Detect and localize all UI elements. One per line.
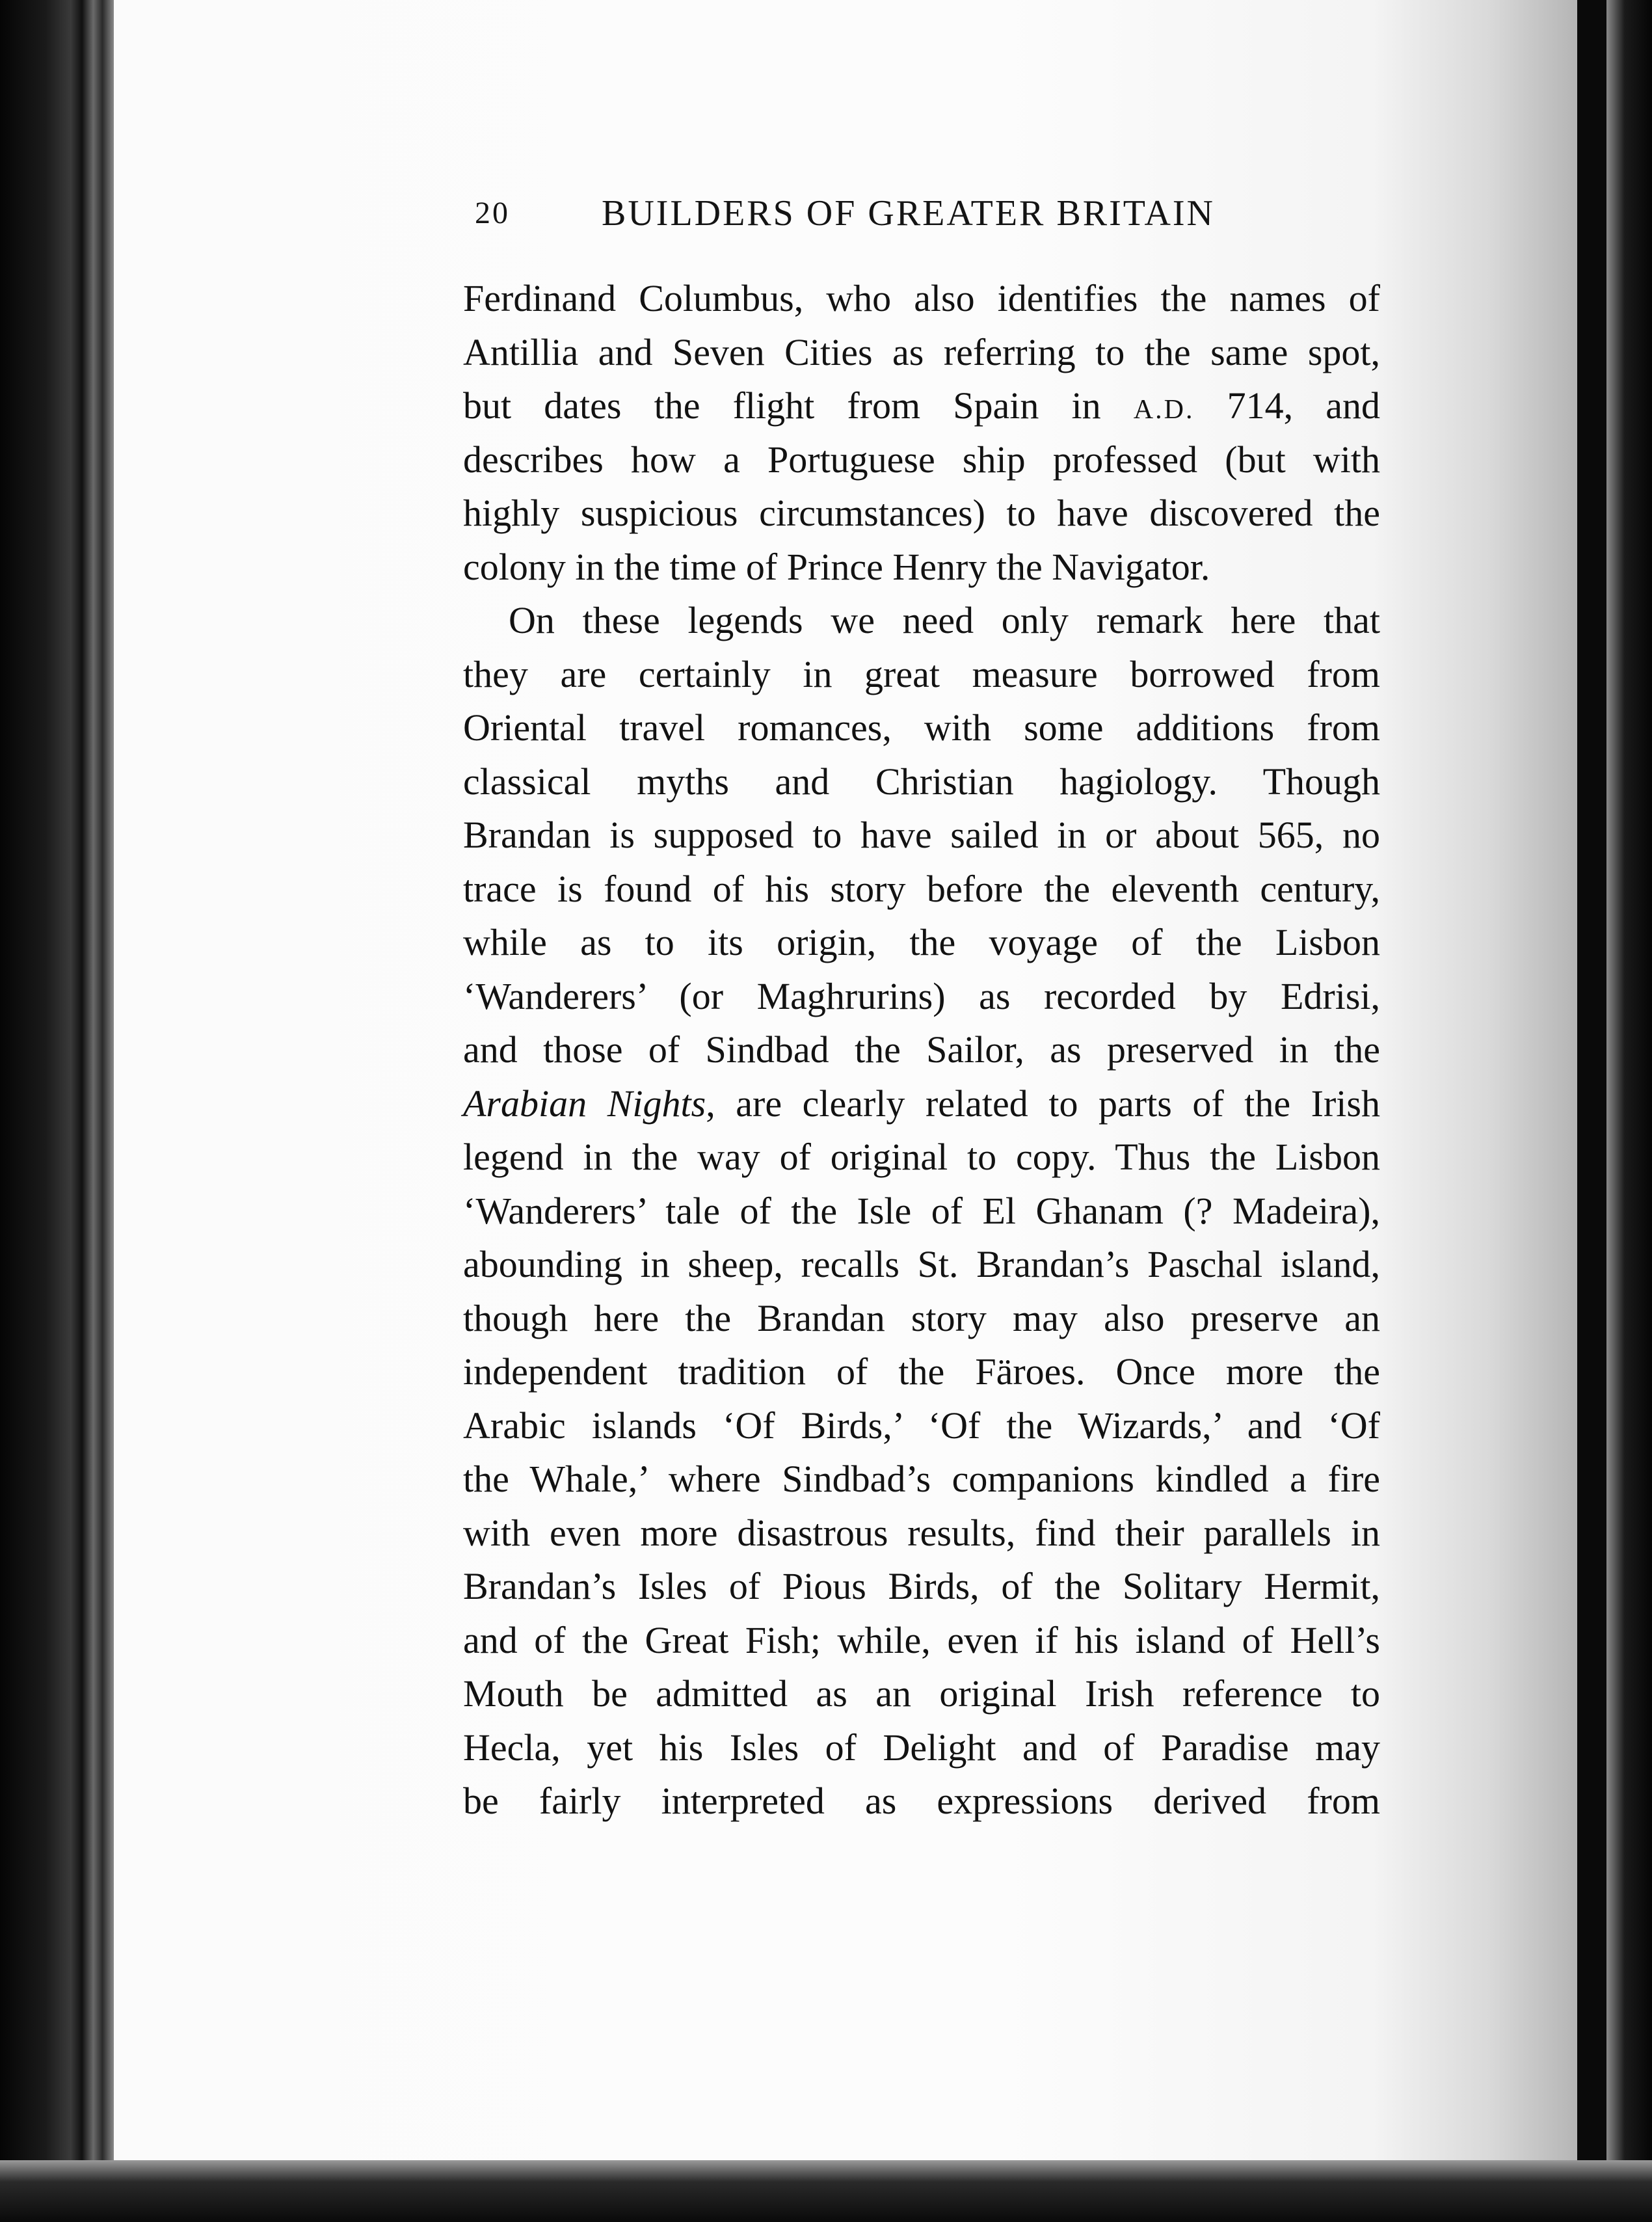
small-caps-text: A.D. <box>1133 395 1195 425</box>
text-segment: legend in the way of original to copy. Thus the Lisbon <box>463 1136 1380 1178</box>
text-segment: ‘Wanderers’ (or Maghrurins) as recorded by Edrisi, <box>463 974 1380 1017</box>
text-line <box>463 1399 1380 1453</box>
text-segment: abounding in sheep, recalls St. Brandan’s Paschal island, <box>463 1243 1380 1285</box>
text-line <box>463 1614 1380 1668</box>
text-line <box>463 701 1380 755</box>
text-segment: Oriental travel romances, with some additions from <box>463 706 1380 749</box>
text-segment: though here the Brandan story may also preserve an <box>463 1296 1380 1339</box>
scan-border-bottom <box>0 2160 1652 2222</box>
text-segment: Antillia and Seven Cities as referring to the same spot, <box>463 330 1380 373</box>
italic-title: Arabian Nights <box>463 1082 706 1125</box>
text-segment: Brandan’s Isles of Pious Birds, of the Solitary Hermit, <box>463 1565 1380 1607</box>
running-head <box>475 193 1301 245</box>
text-line <box>463 1667 1380 1721</box>
text-line <box>463 970 1380 1024</box>
text-segment: while as to its origin, the voyage of the Lisbon <box>463 921 1380 963</box>
text-line <box>463 1506 1380 1560</box>
text-segment: , are clearly related to parts of the Irish <box>706 1082 1380 1125</box>
text-line <box>463 487 1380 541</box>
text-line <box>463 755 1380 809</box>
text-segment: but dates the flight from Spain in <box>463 384 1134 427</box>
text-line <box>463 1721 1380 1775</box>
text-segment: On these legends we need only remark here that <box>509 599 1380 641</box>
text-line <box>463 1452 1380 1506</box>
text-segment: independent tradition of the Färoes. Once more the <box>463 1350 1380 1393</box>
scan-border-left <box>0 0 114 2222</box>
text-line <box>463 1077 1380 1131</box>
text-line <box>463 1023 1380 1077</box>
scan-border-right <box>1606 0 1652 2222</box>
text-line <box>463 379 1380 433</box>
text-segment: 714, and <box>1194 384 1380 427</box>
text-segment: Arabic islands ‘Of Birds,’ ‘Of the Wizards,’ and ‘Of <box>463 1404 1380 1447</box>
text-segment: with even more disastrous results, find their parallels in <box>463 1511 1380 1554</box>
text-segment: be fairly interpreted as expressions derived from <box>463 1780 1380 1822</box>
text-line <box>463 1185 1380 1238</box>
text-line <box>463 648 1380 702</box>
text-line <box>463 1238 1380 1292</box>
text-segment: Mouth be admitted as an original Irish reference to <box>463 1672 1380 1715</box>
text-segment: the Whale,’ where Sindbad’s companions kindled a fire <box>463 1458 1380 1500</box>
text-segment: colony in the time of Prince Henry the Navigator. <box>463 545 1210 588</box>
text-segment: highly suspicious circumstances) to have discovered the <box>463 492 1380 534</box>
page-gutter-shadow <box>1649 13 1652 2160</box>
text-line <box>463 1774 1380 1828</box>
text-line <box>463 433 1380 487</box>
text-line <box>463 1345 1380 1399</box>
text-segment: trace is found of his story before the eleventh century, <box>463 867 1380 910</box>
text-line <box>463 809 1380 863</box>
text-line <box>463 272 1380 326</box>
body-text <box>463 272 1380 1828</box>
text-line <box>463 1131 1380 1185</box>
running-title: BUILDERS OF GREATER BRITAIN <box>602 193 1215 234</box>
text-line <box>463 1292 1380 1346</box>
text-line <box>463 326 1380 380</box>
text-segment: ‘Wanderers’ tale of the Isle of El Ghanam (? Madeira), <box>463 1189 1380 1232</box>
text-segment: they are certainly in great measure borrowed from <box>463 652 1380 695</box>
text-line <box>463 863 1380 917</box>
text-segment: describes how a Portuguese ship professed (but with <box>463 438 1380 481</box>
text-segment: Hecla, yet his Isles of Delight and of Paradise may <box>463 1726 1380 1769</box>
text-segment: Brandan is supposed to have sailed in or about 565, no <box>463 814 1380 856</box>
text-segment: Ferdinand Columbus, who also identifies the names of <box>463 277 1380 319</box>
page-number: 20 <box>475 196 510 230</box>
text-segment: and those of Sindbad the Sailor, as preserved in the <box>463 1028 1380 1071</box>
text-line <box>463 1560 1380 1614</box>
text-line <box>463 541 1380 595</box>
text-segment: and of the Great Fish; while, even if his island of Hell’s <box>463 1618 1380 1661</box>
text-line <box>463 916 1380 970</box>
text-line <box>463 594 1380 648</box>
text-segment: classical myths and Christian hagiology. Though <box>463 760 1380 803</box>
